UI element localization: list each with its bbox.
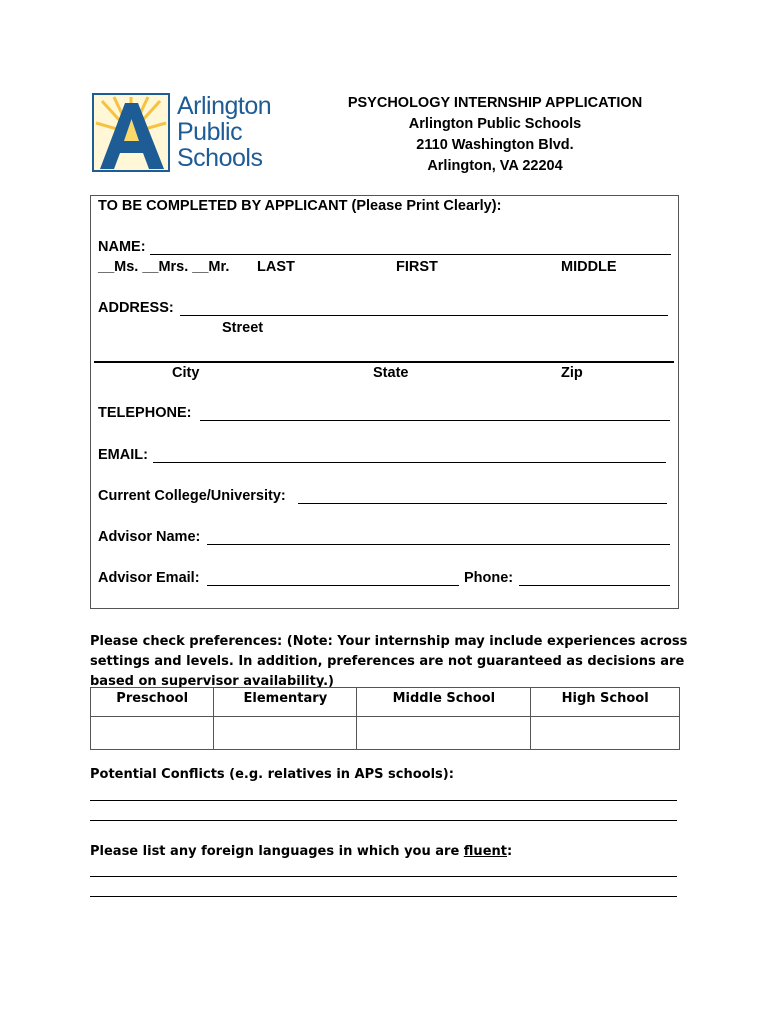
applicant-heading: TO BE COMPLETED BY APPLICANT (Please Print Clearly): <box>98 198 502 214</box>
form-header <box>320 93 670 177</box>
logo-a-sunburst-icon <box>92 93 174 173</box>
advisor-email-label: Advisor Email: <box>98 570 200 586</box>
pref-header-preschool: Preschool <box>91 688 214 717</box>
email-input-line[interactable] <box>153 462 666 463</box>
street-caption: Street <box>222 320 264 336</box>
address-label: ADDRESS: <box>98 300 174 316</box>
logo-word-schools: Schools <box>177 144 263 172</box>
languages-label <box>90 844 512 859</box>
name-input-line[interactable] <box>150 254 671 255</box>
pref-check-preschool[interactable] <box>91 717 214 750</box>
logo-word-arlington: Arlington <box>177 92 272 120</box>
title-options[interactable]: __Ms. __Mrs. __Mr. <box>98 259 230 275</box>
org-city: Arlington, VA 22204 <box>427 158 563 174</box>
city-caption: City <box>172 365 200 381</box>
form-title: PSYCHOLOGY INTERNSHIP APPLICATION <box>347 95 643 111</box>
middle-name-caption: MIDDLE <box>561 259 617 275</box>
pref-check-elementary[interactable] <box>214 717 357 750</box>
arlington-public-schools-logo <box>92 93 304 175</box>
applicant-section <box>90 195 679 609</box>
telephone-input-line[interactable] <box>200 420 670 421</box>
languages-label-colon: : <box>506 844 513 859</box>
logo-word-public: Public <box>177 118 243 146</box>
college-label: Current College/University: <box>98 488 286 504</box>
advisor-email-input-line[interactable] <box>207 585 459 586</box>
pref-header-high-school: High School <box>531 688 680 717</box>
city-state-zip-input-line[interactable] <box>94 361 674 363</box>
pref-check-middle-school[interactable] <box>357 717 531 750</box>
state-caption: State <box>373 365 409 381</box>
conflicts-input-line-1[interactable] <box>90 800 677 801</box>
name-label: NAME: <box>98 239 146 255</box>
org-street: 2110 Washington Blvd. <box>416 137 574 153</box>
languages-label-text: Please list any foreign languages in which you are <box>90 844 464 859</box>
zip-caption: Zip <box>561 365 583 381</box>
street-input-line[interactable] <box>180 315 668 316</box>
conflicts-input-line-2[interactable] <box>90 820 677 821</box>
preferences-note: Please check preferences: (Note: Your internship may include experiences across settings and levels. In addition, preferences are not guaranteed as decisions are based on supervisor availability.) <box>90 634 688 689</box>
advisor-name-label: Advisor Name: <box>98 529 201 545</box>
last-name-caption: LAST <box>257 259 295 275</box>
telephone-label: TELEPHONE: <box>98 405 192 421</box>
preferences-table <box>90 687 680 750</box>
languages-input-line-1[interactable] <box>90 876 677 877</box>
pref-check-high-school[interactable] <box>531 717 680 750</box>
phone-label: Phone: <box>464 570 514 586</box>
advisor-phone-input-line[interactable] <box>519 585 670 586</box>
languages-label-fluent: fluent <box>463 844 507 859</box>
pref-header-elementary: Elementary <box>214 688 357 717</box>
first-name-caption: FIRST <box>396 259 438 275</box>
email-label: EMAIL: <box>98 447 148 463</box>
org-name: Arlington Public Schools <box>408 116 582 132</box>
advisor-name-input-line[interactable] <box>207 544 670 545</box>
languages-input-line-2[interactable] <box>90 896 677 897</box>
conflicts-label: Potential Conflicts (e.g. relatives in APS schools): <box>90 767 454 782</box>
college-input-line[interactable] <box>298 503 667 504</box>
pref-header-middle-school: Middle School <box>357 688 531 717</box>
